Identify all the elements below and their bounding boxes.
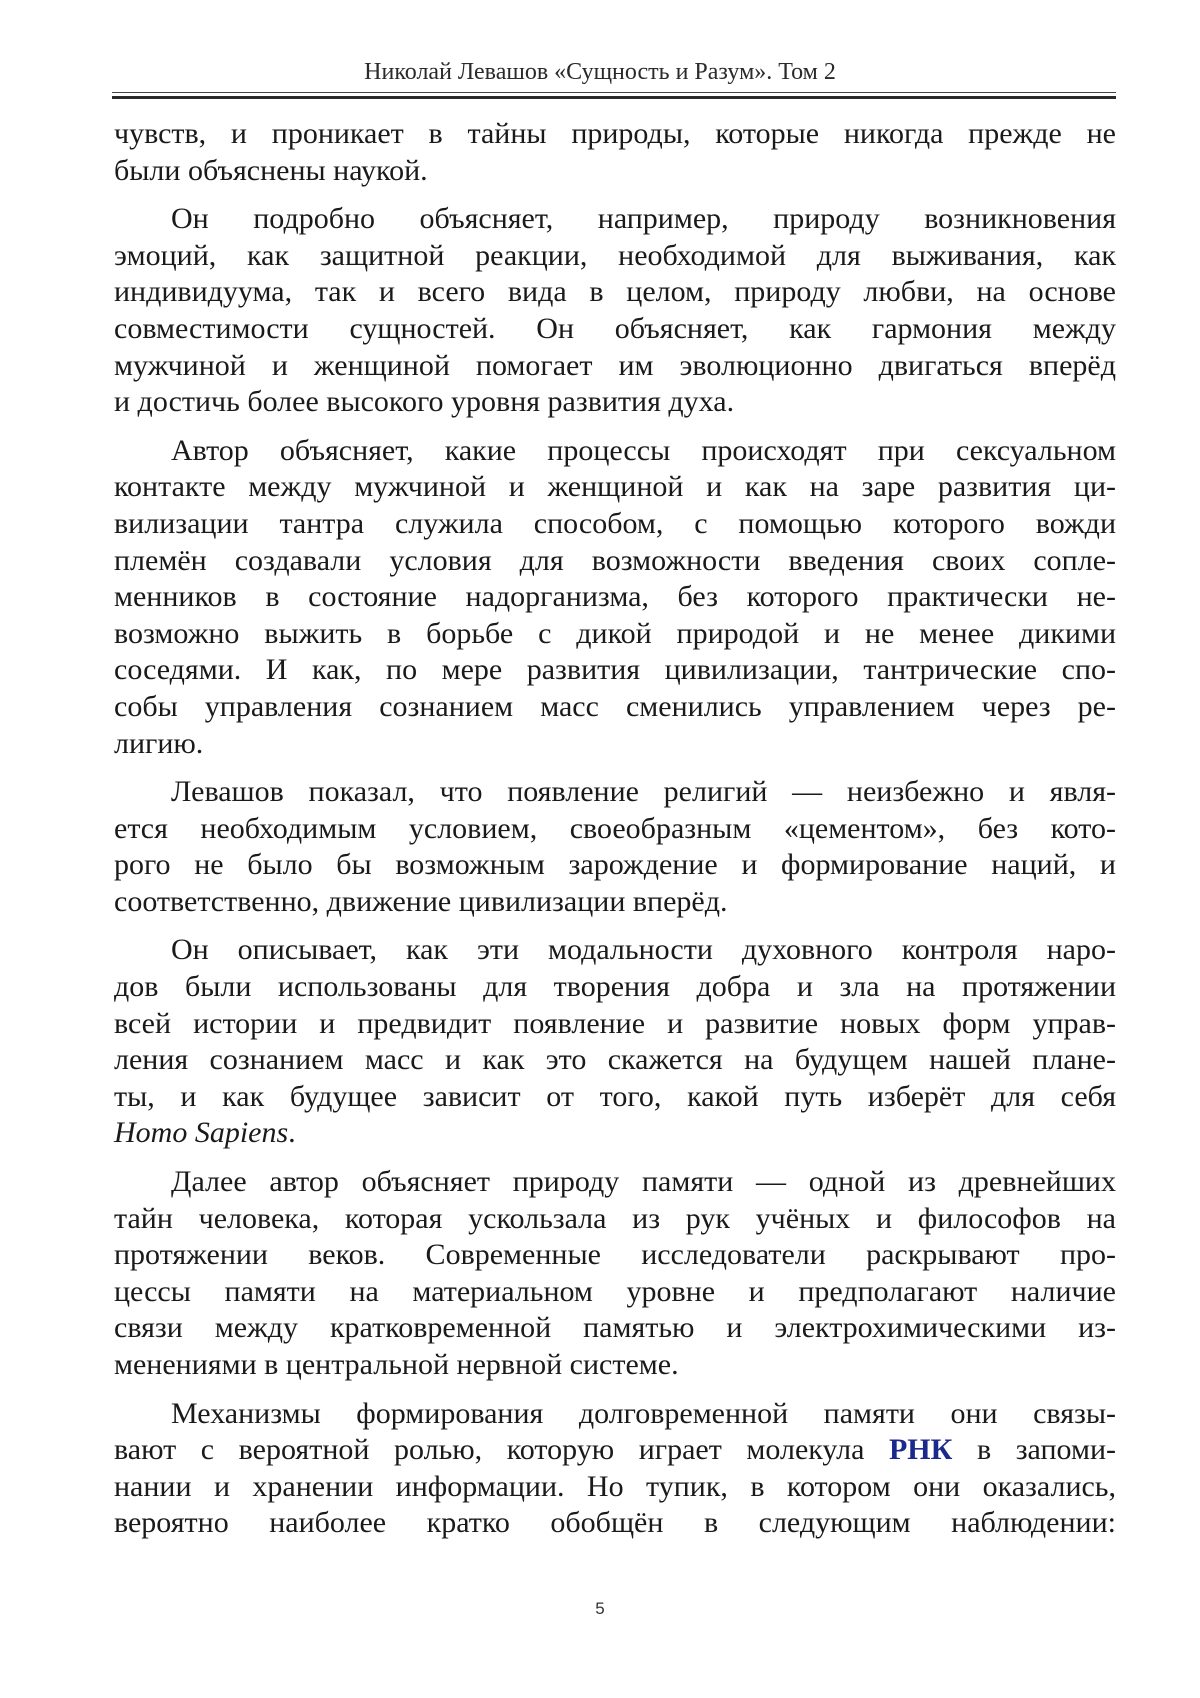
text-line: эмоций, как защитной реакции, необходимой для выживания, как [114, 238, 1116, 275]
running-header: Николай Левашов «Сущность и Разум». Том 2 [0, 57, 1200, 87]
text-line: и достичь более высокого уровня развития духа. [114, 384, 1116, 421]
paragraph [114, 1164, 1116, 1384]
text-line: собы управления сознанием масс сменились управлением через ре- [114, 689, 1116, 726]
paragraph [114, 433, 1116, 762]
paragraph [114, 1396, 1116, 1542]
text-line: цессы памяти на материальном уровне и предполагают наличие [114, 1274, 1116, 1311]
text-line [114, 1115, 1116, 1152]
text-line: Механизмы формирования долговременной памяти они связы- [114, 1396, 1116, 1433]
text-line: индивидуума, так и всего вида в целом, природу любви, на основе [114, 274, 1116, 311]
text-line: ется необходимым условием, своеобразным «цементом», без кото- [114, 811, 1116, 848]
text-fragment: вают с вероятной ролью, которую играет молекула [114, 1433, 864, 1466]
header-rule-thick [112, 96, 1116, 99]
latin-term: Homo Sapiens [114, 1116, 288, 1149]
text-line: племён создавали условия для возможности введения своих сопле- [114, 543, 1116, 580]
text-line: контакте между мужчиной и женщиной и как на заре развития ци- [114, 469, 1116, 506]
text-line: ления сознанием масс и как это скажется на будущем нашей плане- [114, 1042, 1116, 1079]
text-line: ты, и как будущее зависит от того, какой путь изберёт для себя [114, 1079, 1116, 1116]
text-line: менников в состояние надорганизма, без которого практически не- [114, 579, 1116, 616]
text-line: Он описывает, как эти модальности духовного контроля наро- [114, 932, 1116, 969]
text-line: всей истории и предвидит появление и развитие новых форм управ- [114, 1006, 1116, 1043]
body-text [114, 116, 1116, 1554]
latin-term-suffix: . [288, 1116, 296, 1149]
header-rule-thin [112, 92, 1116, 93]
page-number: 5 [0, 1598, 1200, 1620]
text-line: протяжении веков. Современные исследователи раскрывают про- [114, 1237, 1116, 1274]
text-line: чувств, и проникает в тайны природы, которые никогда прежде не [114, 116, 1116, 153]
text-line: рого не было бы возможным зарождение и формирование наций, и [114, 847, 1116, 884]
text-line [114, 1432, 1116, 1469]
text-line: Автор объясняет, какие процессы происходят при сексуальном [114, 433, 1116, 470]
text-line: Левашов показал, что появление религий — неизбежно и явля- [114, 774, 1116, 811]
rnk-link[interactable]: РНК [889, 1433, 952, 1466]
text-line: соответственно, движение цивилизации вперёд. [114, 884, 1116, 921]
paragraph [114, 116, 1116, 189]
paragraph [114, 932, 1116, 1152]
text-line: возможно выжить в борьбе с дикой природой и не менее дикими [114, 616, 1116, 653]
text-fragment: в запоми- [977, 1433, 1116, 1466]
text-line: Далее автор объясняет природу памяти — одной из древнейших [114, 1164, 1116, 1201]
paragraph [114, 774, 1116, 920]
book-page [0, 0, 1200, 1698]
text-line: соседями. И как, по мере развития цивилизации, тантрические спо- [114, 652, 1116, 689]
text-line: лигию. [114, 726, 1116, 763]
paragraph [114, 201, 1116, 421]
text-line: вероятно наиболее кратко обобщён в следующим наблюдении: [114, 1505, 1116, 1542]
text-line: связи между кратковременной памятью и электрохимическими из- [114, 1310, 1116, 1347]
text-line: дов были использованы для творения добра и зла на протяжении [114, 969, 1116, 1006]
text-line: нании и хранении информации. Но тупик, в котором они оказались, [114, 1469, 1116, 1506]
text-line: мужчиной и женщиной помогает им эволюционно двигаться вперёд [114, 348, 1116, 385]
text-line: вилизации тантра служила способом, с помощью которого вожди [114, 506, 1116, 543]
text-line: совместимости сущностей. Он объясняет, как гармония между [114, 311, 1116, 348]
text-line: менениями в центральной нервной системе. [114, 1347, 1116, 1384]
text-line: были объяснены наукой. [114, 153, 1116, 190]
text-line: тайн человека, которая ускользала из рук учёных и философов на [114, 1201, 1116, 1238]
text-line: Он подробно объясняет, например, природу возникновения [114, 201, 1116, 238]
